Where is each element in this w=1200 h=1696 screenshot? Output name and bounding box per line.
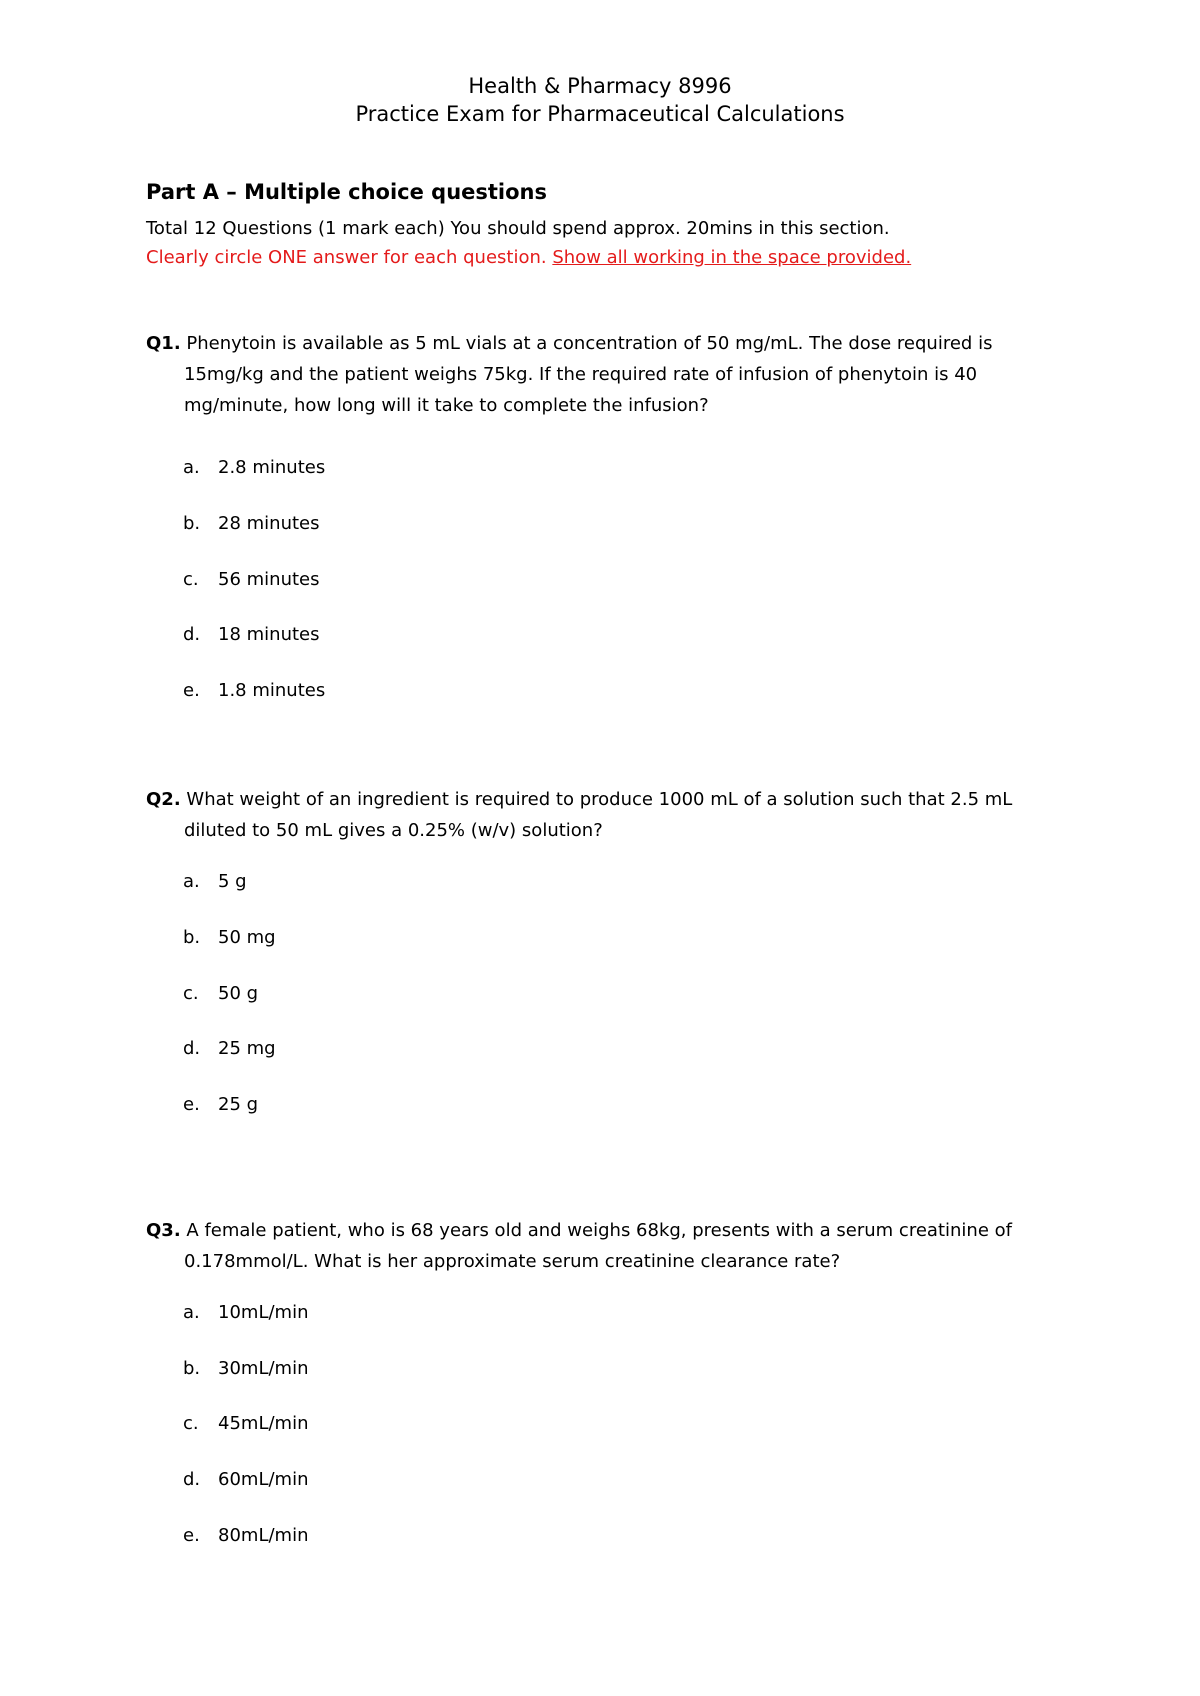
question-2-option-c[interactable]: c. 50 g	[183, 983, 259, 1004]
question-3-option-d[interactable]: d. 60mL/min	[183, 1469, 309, 1490]
question-2-line-1: Q2. What weight of an ingredient is required to produce 1000 mL of a solution such that 2.5 mL	[146, 789, 1013, 810]
part-a-instructions: Total 12 Questions (1 mark each) You should spend approx. 20mins in this section.	[146, 218, 890, 239]
question-2-option-b[interactable]: b. 50 mg	[183, 927, 276, 948]
question-3-option-a[interactable]: a. 10mL/min	[183, 1302, 309, 1323]
question-3	[146, 1215, 1026, 1277]
question-2-option-a[interactable]: a. 5 g	[183, 871, 247, 892]
question-1-line-1: Q1. Phenytoin is available as 5 mL vials at a concentration of 50 mg/mL. The dose required is	[146, 333, 993, 354]
question-3-option-e[interactable]: e. 80mL/min	[183, 1525, 309, 1546]
question-1-option-b[interactable]: b. 28 minutes	[183, 513, 320, 534]
question-2	[146, 784, 1026, 846]
question-1-option-e[interactable]: e. 1.8 minutes	[183, 680, 326, 701]
question-2-option-e[interactable]: e. 25 g	[183, 1094, 259, 1115]
circle-one-instruction: Clearly circle ONE answer for each question.	[146, 247, 547, 268]
question-2-option-d[interactable]: d. 25 mg	[183, 1038, 276, 1059]
course-title: Health & Pharmacy 8996	[468, 74, 732, 98]
question-3-number: Q3.	[146, 1220, 181, 1241]
show-working-instruction: Show all working in the space provided.	[552, 247, 912, 268]
part-a-red-instructions	[146, 245, 911, 271]
question-3-line-1: Q3. A female patient, who is 68 years old and weighs 68kg, presents with a serum creatinine of	[146, 1220, 1012, 1241]
question-3-line-2: 0.178mmol/L. What is her approximate serum creatinine clearance rate?	[184, 1251, 841, 1272]
question-1-line-3: mg/minute, how long will it take to complete the infusion?	[184, 395, 709, 416]
question-1-option-d[interactable]: d. 18 minutes	[183, 624, 320, 645]
question-1-option-a[interactable]: a. 2.8 minutes	[183, 457, 326, 478]
question-1-line-2: 15mg/kg and the patient weighs 75kg. If the required rate of infusion of phenytoin is 40	[184, 364, 978, 385]
question-3-option-c[interactable]: c. 45mL/min	[183, 1413, 309, 1434]
question-3-option-b[interactable]: b. 30mL/min	[183, 1358, 309, 1379]
question-1-number: Q1.	[146, 333, 181, 354]
question-1-option-c[interactable]: c. 56 minutes	[183, 569, 320, 590]
question-2-number: Q2.	[146, 789, 181, 810]
question-2-line-2: diluted to 50 mL gives a 0.25% (w/v) solution?	[184, 820, 603, 841]
question-1	[146, 328, 1026, 421]
part-a-heading: Part A – Multiple choice questions	[146, 180, 548, 204]
exam-title: Practice Exam for Pharmaceutical Calculations	[355, 102, 845, 126]
